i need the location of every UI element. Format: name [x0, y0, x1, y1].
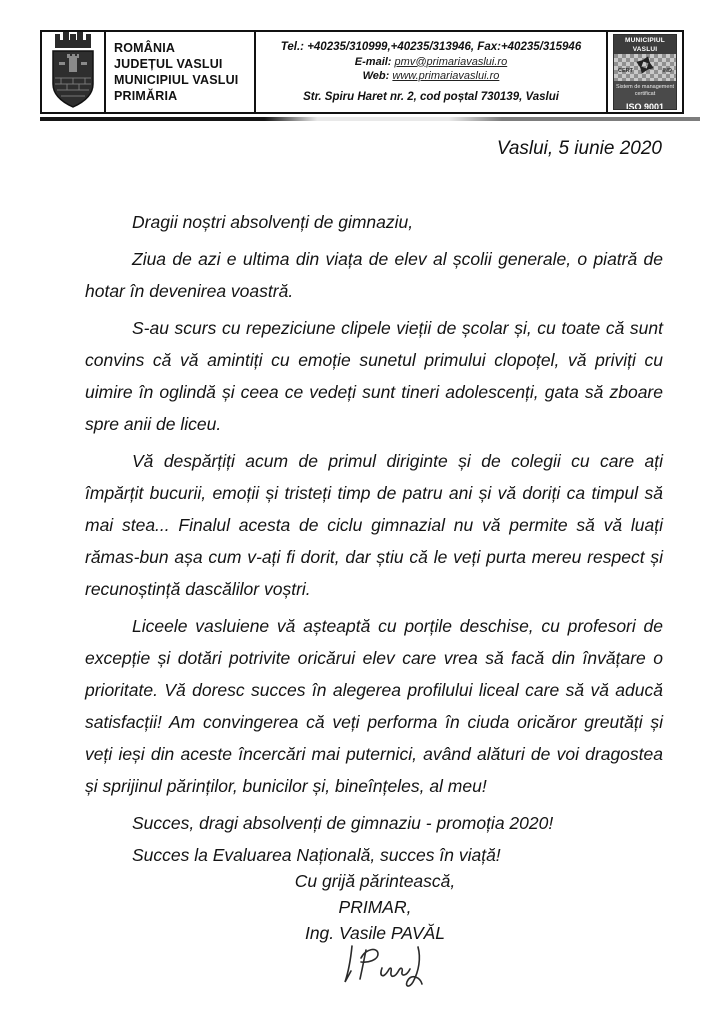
paragraph: S-au scurs cu repeziciune clipele vieții de școlar și, cu toate că sunt convins că vă amintiți cu emoție sunetul primului clopoțel, vă priviți cu uimire în oglindă și ceea ce vedeți sunt tineri adolescenți, gata să zboare spre anii de liceu. [85, 318, 663, 434]
contact-block [256, 32, 608, 112]
certind-checker-area [614, 54, 676, 81]
phone-fax-line: Tel.: +40235/310999,+40235/313946, Fax:+40235/315946 [280, 40, 582, 53]
header-divider-rule [40, 117, 700, 121]
email-line [256, 55, 606, 69]
closing-title: PRIMAR, [338, 897, 412, 917]
cert-label-right: IND [662, 68, 672, 74]
salutation: Dragii noștri absolvenți de gimnaziu, [132, 212, 414, 232]
wish-line: Succes la Evaluarea Națională, succes în viață! [132, 845, 501, 865]
org-municipality: MUNICIPIUL VASLUI [114, 73, 239, 87]
website-link[interactable]: www.primariavaslui.ro [392, 69, 500, 82]
iso-9001-label: ISO 9001 [625, 102, 665, 110]
paragraph: Liceele vasluiene vă așteaptă cu porțile deschise, cu profesori de excepție și dotări potrivite oricărui elev care vrea să facă din învățare o prioritate. Vă doresc succes în alegerea profilului liceal care să vă aducă satisfacții! Am convingerea că veți performa în ciuda oricăror greutăți și veți ieși din aceste încercări mai puternici, având alături de voi dragostea și sprijinul părinților, bunicilor și, bineînțeles, al meu! [85, 616, 663, 796]
iso-9001-badge [613, 34, 677, 110]
email-link[interactable]: pmv@primariavaslui.ro [394, 55, 508, 68]
date-line: Vaslui, 5 iunie 2020 [496, 138, 662, 159]
closing-phrase: Cu grijă părintească, [294, 871, 456, 891]
certind-pinwheel-icon [634, 54, 656, 81]
paragraph: Ziua de azi e ultima din viața de elev al școlii generale, o piatră de hotar în devenirea voastră. [85, 249, 663, 301]
street-address: Str. Spiru Haret nr. 2, cod poștal 730139, Vaslui [303, 90, 559, 103]
web-line [256, 69, 606, 83]
badge-title: MUNICIPIUL VASLUI [614, 35, 676, 54]
org-country: ROMÂNIA [114, 41, 176, 55]
paragraph: Vă despărțiți acum de primul diriginte și de colegii cu care ați împărțit bucurii, emoții și tristeți timp de patru ani și vă doriți ca timpul să mai stea... Finalul acesta de ciclu gimnazial nu vă permite să vă luați rămas-bun așa cum v-ați fi dorit, dar știu că le veți purta mereu respect și recunoștință dascălilor voștri. [85, 451, 663, 599]
email-label: E-mail: [354, 55, 392, 68]
cert-label-left: CERT [618, 68, 633, 74]
vasile-paval-signature [330, 938, 440, 994]
badge-caption: Sistem de management certificat [615, 84, 675, 97]
iso-badge-cell [608, 32, 682, 112]
vaslui-coat-of-arms-icon [49, 32, 97, 113]
web-label: Web: [362, 69, 390, 82]
org-cityhall: PRIMĂRIA [114, 89, 178, 103]
coat-of-arms-cell [42, 32, 106, 112]
closing-block [195, 868, 555, 946]
org-identity-block [106, 32, 256, 112]
letter-body [85, 206, 663, 871]
letterhead [40, 30, 684, 114]
closing-name: Ing. Vasile PAVĂL [304, 923, 446, 943]
org-county: JUDEȚUL VASLUI [114, 57, 223, 71]
wish-line: Succes, dragi absolvenți de gimnaziu - promoția 2020! [132, 813, 554, 833]
